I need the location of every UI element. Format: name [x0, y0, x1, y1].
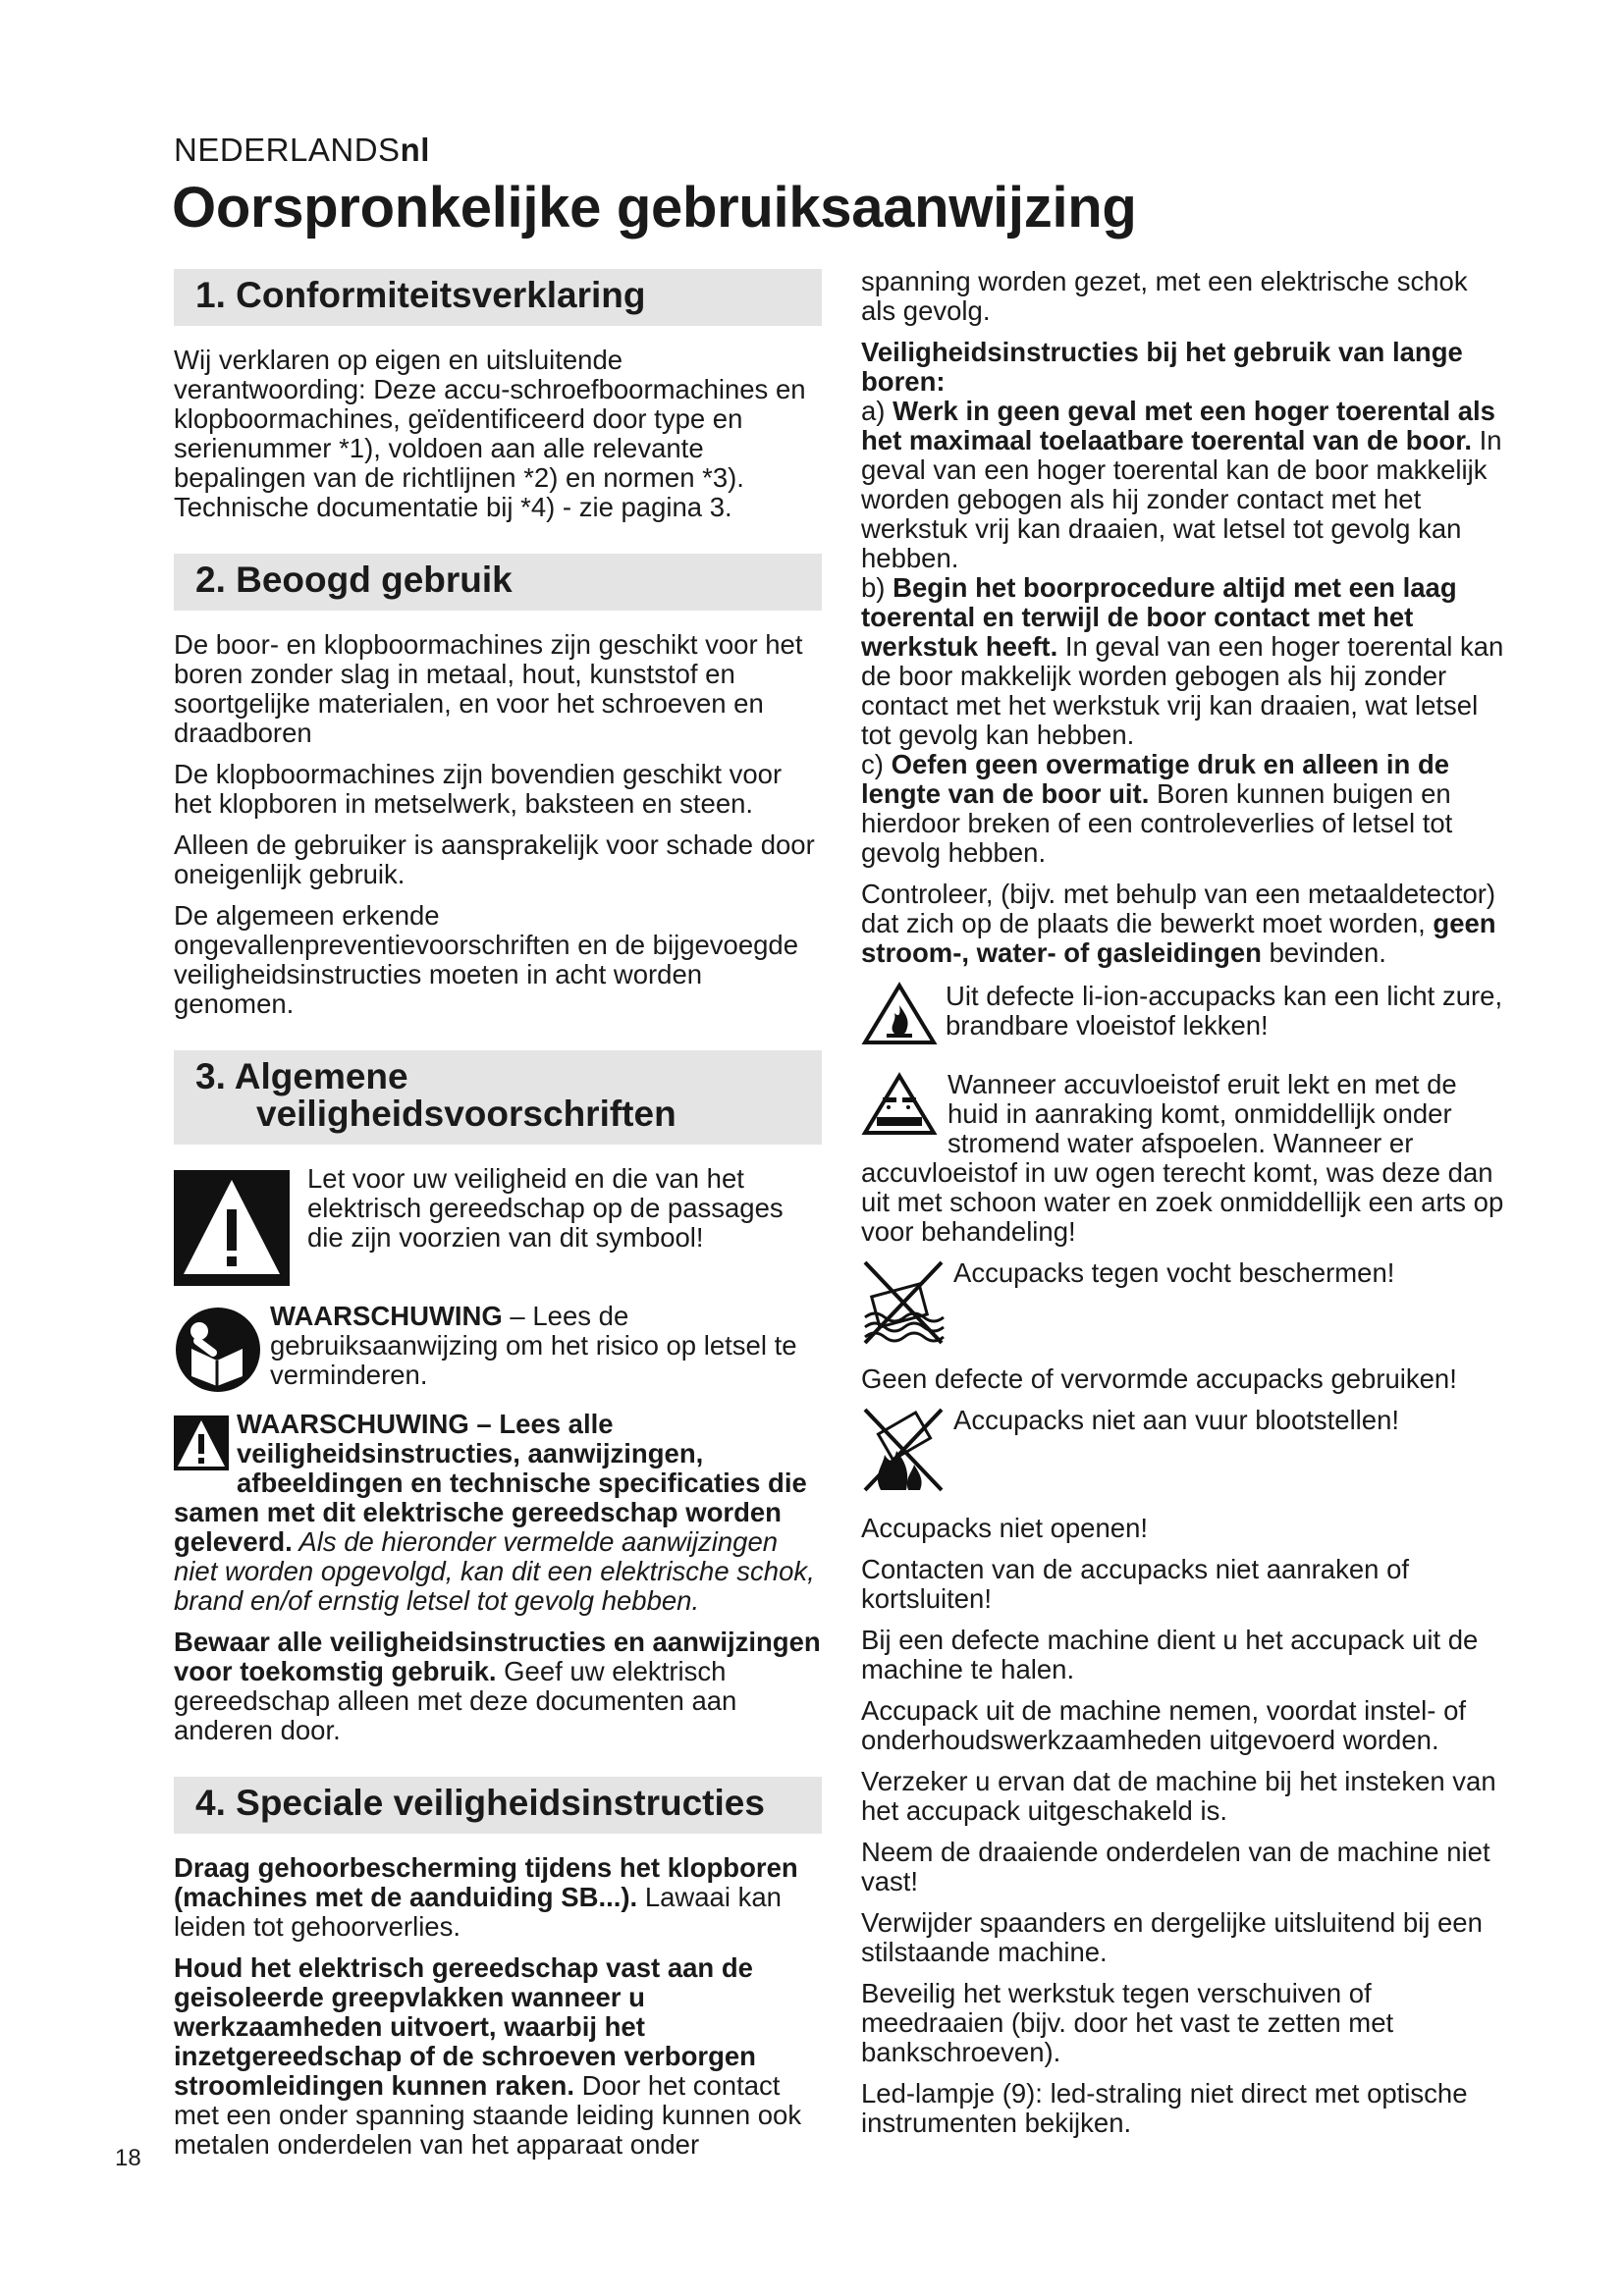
item-b-text: In geval van een hoger toerental kan de boor makkelijk worden gebogen als hij zonder contact met het werkstuk vrij kan draaien, wat letsel tot gevolg kan hebben.	[861, 631, 1504, 750]
symbol-note-row	[174, 1164, 822, 1292]
hearing-protection-text: Lawaai kan leiden tot gehoorverlies.	[174, 1882, 782, 1942]
section-2-p2: De klopboormachines zijn bovendien geschikt voor het klopboren in metselwerk, baksteen en steen.	[174, 759, 783, 819]
check-lines	[861, 880, 1509, 968]
item-b-label: b)	[861, 572, 893, 603]
warning-manual-body: – Lees de gebruiksaanwijzing om het risico op letsel te verminderen.	[270, 1301, 797, 1390]
check-lines-bold: geen stroom-, water- of gasleidingen	[861, 908, 1496, 968]
warning-all-instructions-bold: WAARSCHUWING – Lees alle veiligheidsinstructies, aanwijzingen, afbeeldingen en technische specificaties die samen met dit elektrische gereedschap worden geleverd.	[174, 1409, 807, 1557]
warning-all-instructions	[174, 1410, 822, 1616]
moisture-row	[861, 1258, 1509, 1353]
item-a	[861, 397, 1509, 573]
item-c	[861, 750, 1509, 868]
item-a-bold: Werk in geen geval met een hoger toerental als het maximaal toelaatbare toerental van de boor.	[861, 396, 1495, 455]
no-fire-text: Accupacks niet aan vuur blootstellen!	[953, 1405, 1400, 1435]
hearing-protection-bold: Draag gehoorbescherming tijdens het klopboren (machines met de aanduiding SB...).	[174, 1852, 798, 1912]
keep-instructions-text: Geef uw elektrisch gereedschap alleen met deze documenten aan anderen door.	[174, 1656, 737, 1745]
item-b	[861, 573, 1509, 750]
language-name: NEDERLANDS	[174, 132, 401, 168]
warning-triangle-small-icon	[174, 1415, 229, 1476]
defect-machine-text: Bij een defecte machine dient u het accupack uit de machine te halen.	[861, 1625, 1479, 1684]
chips-text: Verwijder spaanders en dergelijke uitsluitend bij een stilstaande machine.	[861, 1907, 1483, 1967]
no-moisture-icon	[861, 1258, 946, 1353]
language-code: nl	[400, 132, 430, 168]
rotating-parts-text: Neem de draaiende onderdelen van de machine niet vast!	[861, 1837, 1490, 1896]
keep-instructions	[174, 1628, 822, 1745]
continuation-text: spanning worden gezet, met een elektrische schok als gevolg.	[861, 266, 1468, 326]
right-column	[861, 267, 1509, 2150]
warning-manual-text	[270, 1302, 822, 1390]
long-drills-heading: Veiligheidsinstructies bij het gebruik van lange boren:	[861, 337, 1463, 397]
symbol-note-text: Let voor uw veiligheid en die van het elektrisch gereedschap op de passages die zijn voorzien van dit symbool!	[307, 1163, 784, 1253]
read-manual-icon	[174, 1306, 262, 1400]
item-c-bold: Oefen geen overmatige druk en alleen in de lengte van de boor uit.	[861, 749, 1450, 809]
section-1-text: Wij verklaren op eigen en uitsluitende verantwoording: Deze accu-schroefboormachines en klopboormachines, geïdentificeerd door type en serienummer *1), voldoen aan alle relevante bepalingen van de richtlijnen *2) en normen *3). Technische documentatie bij *4) - zie pagina 3.	[174, 345, 806, 522]
section-4-heading: 4. Speciale veiligheidsinstructies	[174, 1777, 822, 1834]
no-defect-text: Geen defecte of vervormde accupacks gebruiken!	[861, 1363, 1457, 1394]
insulated-grips	[174, 1953, 822, 2160]
no-open-text: Accupacks niet openen!	[861, 1513, 1148, 1543]
item-c-text: Boren kunnen buigen en hierdoor breken of een controleverlies of letsel tot gevolg hebben.	[861, 778, 1453, 868]
section-1-heading: 1. Conformiteitsverklaring	[174, 269, 822, 326]
item-a-label: a)	[861, 396, 893, 426]
no-fire-icon	[861, 1406, 946, 1500]
flammable-warning-icon	[861, 982, 938, 1052]
check-lines-text: Controleer, (bijv. met behulp van een metaaldetector) dat zich op de plaats die bewerkt moet worden,	[861, 879, 1496, 938]
item-b-bold: Begin het boorprocedure altijd met een laag toerental en terwijl de boor contact met het werkstuk heeft.	[861, 572, 1457, 662]
item-c-label: c)	[861, 749, 892, 779]
led-text: Led-lampje (9): led-straling niet direct met optische instrumenten bekijken.	[861, 2078, 1468, 2138]
hearing-protection	[174, 1853, 822, 1942]
warning-manual-row	[174, 1302, 822, 1400]
liion-row	[861, 982, 1509, 1052]
page-title: Oorspronkelijke gebruiksaanwijzing	[172, 176, 1137, 240]
liion-text: Uit defecte li-ion-accupacks kan een licht zure, brandbare vloeistof lekken!	[946, 981, 1503, 1041]
language-header	[174, 132, 430, 169]
section-3-heading-line1: 3. Algemene	[195, 1056, 408, 1096]
insulated-grips-text: Door het contact met een onder spanning staande leiding kunnen ook metalen onderdelen van het apparaat onder	[174, 2070, 802, 2160]
section-2-heading: 2. Beoogd gebruik	[174, 554, 822, 611]
check-lines-end: bevinden.	[1261, 937, 1386, 968]
page-number: 18	[115, 2145, 141, 2171]
item-a-text: In geval van een hoger toerental kan de boor makkelijk worden gebogen als hij zonder contact met het werkstuk vrij kan draaien, wat letsel tot gevolg kan hebben.	[861, 425, 1502, 573]
warning-triangle-large-icon	[174, 1170, 290, 1292]
section-3-heading	[174, 1050, 822, 1145]
section-2-p1: De boor- en klopboormachines zijn geschikt voor het boren zonder slag in metaal, hout, kunststof en soortgelijke materialen, en voor het schroeven en draadboren	[174, 629, 803, 748]
insulated-grips-bold: Houd het elektrisch gereedschap vast aan de geisoleerde greepvlakken wanneer u werkzaamheden uitvoert, waarbij het inzetgereedschap of de schroeven verborgen stroomleidingen kunnen raken.	[174, 1952, 756, 2101]
keep-instructions-bold: Bewaar alle veiligheidsinstructies en aanwijzingen voor toekomstig gebruik.	[174, 1627, 821, 1686]
section-3-heading-line2: veiligheidsvoorschriften	[256, 1094, 677, 1134]
remove-pack-text: Accupack uit de machine nemen, voordat instel- of onderhoudswerkzaamheden uitgevoerd worden.	[861, 1695, 1467, 1755]
fluid-text: Wanneer accuvloeistof eruit lekt en met de huid in aanraking komt, onmiddellijk onder stromend water afspoelen. Wanneer er accuvloeistof in uw ogen terecht komt, was deze dan uit met schoon water en zoek onmiddellijk een arts op voor behandeling!	[861, 1069, 1504, 1247]
corrosive-warning-icon	[861, 1072, 938, 1143]
warning-all-instructions-italic: Als de hieronder vermelde aanwijzingen niet worden opgevolgd, kan dit een elektrische schok, brand en/of ernstig letsel tot gevolg hebben.	[174, 1526, 815, 1616]
section-2-p3: Alleen de gebruiker is aansprakelijk voor schade door oneigenlijk gebruik.	[174, 829, 815, 889]
section-2-p4: De algemeen erkende ongevallenpreventievoorschriften en de bijgevoegde veiligheidsinstructies moeten in acht worden genomen.	[174, 900, 799, 1019]
left-column	[174, 269, 822, 2171]
no-short-text: Contacten van de accupacks niet aanraken of kortsluiten!	[861, 1554, 1410, 1614]
secure-workpiece-text: Beveilig het werkstuk tegen verschuiven of meedraaien (bijv. door het vast te zetten met bankschroeven).	[861, 1978, 1394, 2067]
warning-manual-label: WAARSCHUWING	[270, 1301, 503, 1331]
long-drills-block	[861, 338, 1509, 397]
moisture-text: Accupacks tegen vocht beschermen!	[953, 1257, 1395, 1288]
fire-row	[861, 1406, 1509, 1500]
switched-off-text: Verzeker u ervan dat de machine bij het insteken van het accupack uitgeschakeld is.	[861, 1766, 1496, 1826]
fluid-block	[861, 1070, 1509, 1247]
